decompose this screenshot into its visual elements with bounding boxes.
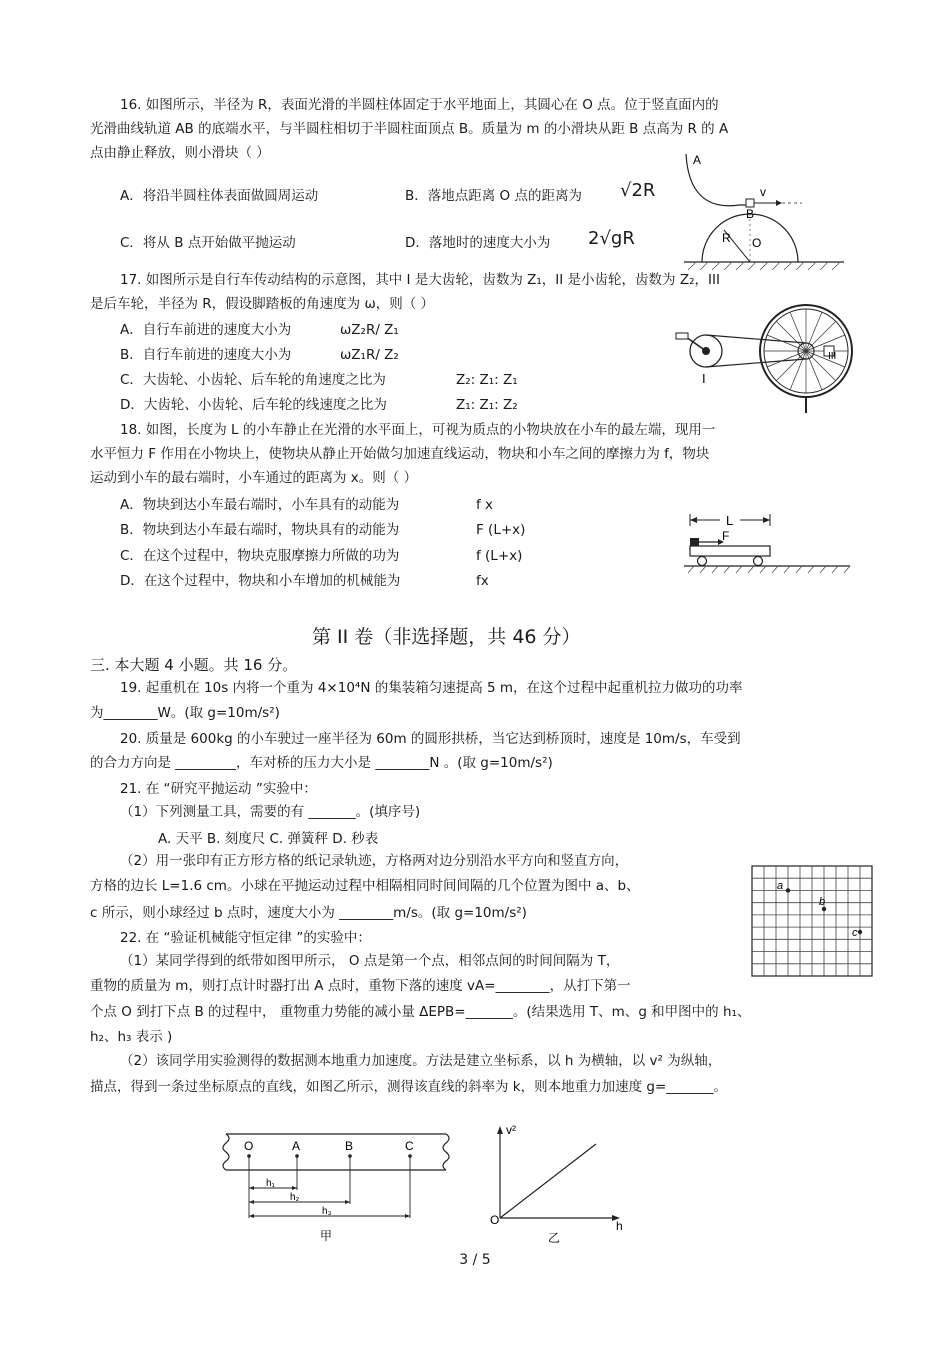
q22-line1: 22. 在 “验证机械能守恒定律 ”的实验中： xyxy=(120,930,371,946)
fig16-label-v: v xyxy=(760,185,766,199)
q21-grid-figure xyxy=(752,866,874,978)
tape-label-b: B xyxy=(345,1139,354,1153)
q17-bicycle-figure xyxy=(672,313,854,417)
fig16-label-r: R xyxy=(722,231,731,245)
q16-option-b-value: √2R xyxy=(620,180,656,201)
q17-option-d: D．大齿轮、小齿轮、后车轮的线速度之比为 xyxy=(120,397,387,413)
graph-caption: 乙 xyxy=(548,1231,561,1245)
q22-line7: 描点，得到一条过坐标原点的直线，如图乙所示，测得该直线的斜率为 k，则本地重力加速度 g=_______。 xyxy=(90,1079,728,1095)
tape-caption: 甲 xyxy=(320,1229,333,1243)
q19-line2: 为________W。(取 g=10m/s²) xyxy=(90,705,280,721)
fig16-label-a: A xyxy=(693,153,702,167)
fig18-label-f: F xyxy=(722,529,730,543)
q16-option-a: A．将沿半圆柱体表面做圆周运动 xyxy=(120,188,319,204)
q18-line1: 18. 如图，长度为 L 的小车静止在光滑的水平面上，可视为质点的小物块放在小车的最左端，现用一 xyxy=(120,422,716,438)
q18-option-b: B．物块到达小车最右端时，物块具有的动能为 xyxy=(120,522,400,538)
q18-line2: 水平恒力 F 作用在小物块上，使物块从静止开始做匀加速直线运动，物块和小车之间的摩擦力为 f，物块 xyxy=(90,446,710,462)
graph-y-label: v² xyxy=(506,1123,516,1137)
q19-line1: 19. 起重机在 10s 内将一个重为 4×10⁴N 的集装箱匀速提高 5 m，在这个过程中起重机拉力做功的功率 xyxy=(120,680,743,696)
q21-line5: c 所示，则小球经过 b 点时，速度大小为 ________m/s。(取 g=10m/s²) xyxy=(90,905,527,921)
tape-label-a: A xyxy=(292,1139,301,1153)
tape-label-h3: h₃ xyxy=(322,1206,332,1217)
q22-line6: （2）该同学用实验测得的数据测本地重力加速度。方法是建立坐标系，以 h 为横轴，以 v² 为纵轴， xyxy=(120,1053,722,1069)
q22-tape-figure xyxy=(218,1126,450,1246)
q17-line2: 是后车轮，半径为 R，假设脚踏板的角速度为 ω，则（ ） xyxy=(90,296,435,312)
tape-label-h2: h₂ xyxy=(290,1192,300,1203)
q22-v2-h-graph xyxy=(484,1118,634,1248)
fig21-label-c: c xyxy=(852,927,858,939)
q21-line2: （1）下列测量工具，需要的有 _______。(填序号) xyxy=(120,804,421,820)
q17-option-d-value: Z₁: Z₁: Z₂ xyxy=(456,397,518,413)
fig21-label-a: a xyxy=(777,880,784,892)
fig17-label-iii: III xyxy=(828,351,837,362)
tape-label-o: O xyxy=(244,1139,254,1153)
q18-option-d: D．在这个过程中，物块和小车增加的机械能为 xyxy=(120,573,401,589)
q22-line5: h₂、h₃ 表示 ) xyxy=(90,1029,173,1045)
q17-line1: 17. 如图所示是自行车传动结构的示意图，其中 I 是大齿轮，齿数为 Z₁，II 是小齿轮，齿数为 Z₂，III xyxy=(120,272,720,288)
q20-line1: 20. 质量是 600kg 的小车驶过一座半径为 60m 的圆形拱桥，当它达到桥顶时，速度是 10m/s，车受到 xyxy=(120,731,741,747)
fig16-label-b: B xyxy=(746,207,755,221)
q17-option-a-value: ωZ₂R/ Z₁ xyxy=(340,322,399,338)
q21-line1: 21. 在 “研究平抛运动 ”实验中： xyxy=(120,781,317,797)
q17-option-c: C．大齿轮、小齿轮、后车轮的角速度之比为 xyxy=(120,372,386,388)
graph-x-label: h xyxy=(616,1219,623,1233)
q18-option-b-value: F (L+x) xyxy=(476,522,526,538)
q21-line4: 方格的边长 L=1.6 cm。小球在平抛运动过程中相隔相同时间间隔的几个位置为图中 a、b、 xyxy=(90,878,640,894)
part2-title: 第 II 卷（非选择题，共 46 分） xyxy=(312,626,581,648)
q21-options: A. 天平 B. 刻度尺 C. 弹簧秤 D. 秒表 xyxy=(158,831,379,847)
tape-label-c: C xyxy=(405,1139,414,1153)
q17-option-c-value: Z₂: Z₁: Z₁ xyxy=(456,372,518,388)
q16-option-b: B．落地点距离 O 点的距离为 xyxy=(405,188,582,204)
q18-line3: 运动到小车的最右端时，小车通过的距离为 x。则（ ） xyxy=(90,470,418,486)
fig16-label-o: O xyxy=(752,236,762,250)
fig18-label-l: L xyxy=(726,513,734,528)
fig21-label-b: b xyxy=(819,896,826,908)
page-number: 3 / 5 xyxy=(459,1252,491,1268)
q18-option-d-value: fx xyxy=(476,573,489,589)
fig17-label-i: I xyxy=(702,371,706,386)
q18-option-c: C．在这个过程中，物块克服摩擦力所做的功为 xyxy=(120,548,400,564)
tape-label-h1: h₁ xyxy=(266,1178,275,1189)
q20-line2: 的合力方向是 _________，车对桥的压力大小是 ________N 。(取 g=10m/s²) xyxy=(90,755,553,771)
section3-header: 三. 本大题 4 小题。共 16 分。 xyxy=(90,656,298,674)
q17-option-a: A．自行车前进的速度大小为 xyxy=(120,322,292,338)
q16-half-cylinder-figure xyxy=(684,150,854,272)
q17-option-b: B．自行车前进的速度大小为 xyxy=(120,347,292,363)
q22-line2: （1）某同学得到的纸带如图甲所示， O 点是第一个点，相邻点间的时间间隔为 T， xyxy=(120,953,620,969)
q16-option-d: D．落地时的速度大小为 xyxy=(405,235,551,251)
q16-line2: 光滑曲线轨道 AB 的底端水平，与半圆柱相切于半圆柱面顶点 B。质量为 m 的小滑块从距 B 点高为 R 的 A xyxy=(90,121,729,137)
q21-line3: （2）用一张印有正方形方格的纸记录轨迹，方格两对边分别沿水平方向和竖直方向， xyxy=(120,853,629,869)
q18-cart-figure xyxy=(684,510,854,580)
q18-option-a-value: f x xyxy=(476,497,494,513)
q16-line1: 16. 如图所示，半径为 R，表面光滑的半圆柱体固定于水平地面上，其圆心在 O 点。位于竖直面内的 xyxy=(120,97,719,113)
q16-option-c: C．将从 B 点开始做平抛运动 xyxy=(120,235,296,251)
q18-option-a: A．物块到达小车最右端时，小车具有的动能为 xyxy=(120,497,400,513)
q22-line3: 重物的质量为 m，则打点计时器打出 A 点时，重物下落的速度 vA=________，从打下第一 xyxy=(90,978,631,994)
q16-option-d-value: 2√gR xyxy=(588,228,635,249)
q22-line4: 个点 O 到打下点 B 的过程中， 重物重力势能的减小量 ΔEPB=_______。(结果选用 T、m、g 和甲图中的 h₁、 xyxy=(90,1004,751,1020)
q17-option-b-value: ωZ₁R/ Z₂ xyxy=(340,347,399,363)
q16-line3: 点由静止释放，则小滑块（ ） xyxy=(90,145,270,161)
q18-option-c-value: f (L+x) xyxy=(476,548,523,564)
graph-origin-label: O xyxy=(490,1213,500,1227)
